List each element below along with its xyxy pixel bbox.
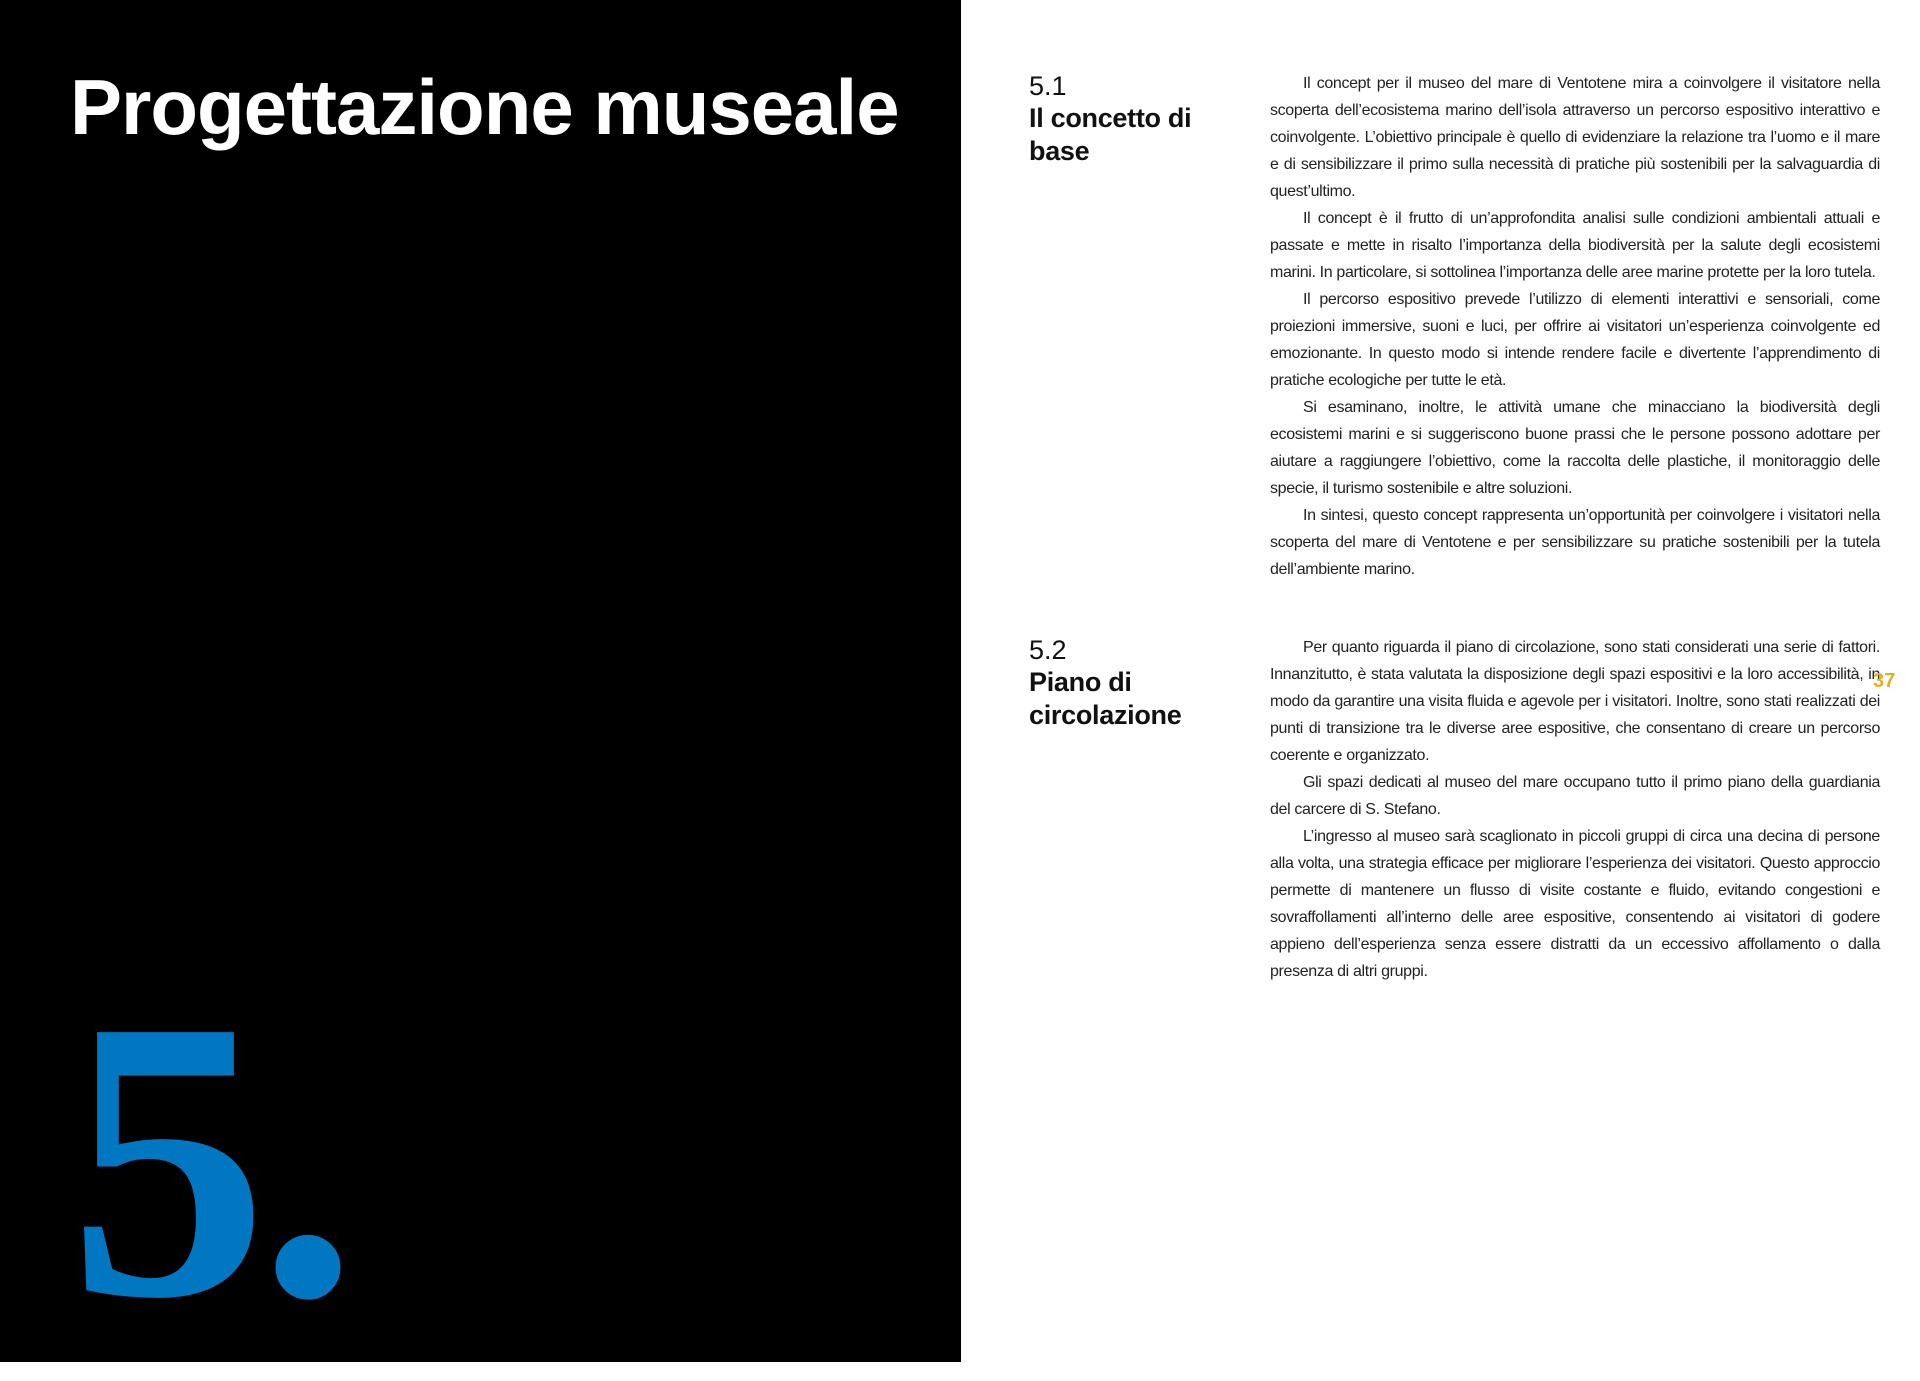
chapter-title: Progettazione museale bbox=[70, 63, 899, 151]
paragraph: Il concept è il frutto di un’approfondita analisi sulle condizioni ambientali attuali e passate e mette in risalto l’importanza della biodiversità per la salute degli ecosistemi marini. In particolare, si sottolinea l’importanza delle aree marine protette per la loro tutela. bbox=[1270, 210, 1880, 281]
section-body bbox=[1270, 70, 1880, 583]
paragraph: Si esaminano, inoltre, le attività umane che minacciano la biodiversità degli ecosistemi marini e si suggeriscono buone prassi che le persone possono adottare per aiutare a raggiungere l’obiettivo, come la raccolta delle plastiche, il monitoraggio delle specie, il turismo sostenibile e altre soluzioni. bbox=[1270, 399, 1880, 497]
paragraph: In sintesi, questo concept rappresenta un’opportunità per coinvolgere i visitatori nella scoperta del mare di Ventotene e per sensibilizzare su pratiche sostenibili per la tutela dell’ambiente marino. bbox=[1270, 507, 1880, 578]
section-number: 5.1 bbox=[1029, 71, 1067, 101]
section-number: 5.2 bbox=[1029, 635, 1067, 665]
chapter-number: 5. bbox=[68, 938, 348, 1381]
paragraph: Il concept per il museo del mare di Ventotene mira a coinvolgere il visitatore nella scoperta dell’ecosistema marino dell’isola attraverso un percorso espositivo interattivo e coinvolgente. L’obiettivo principale è quello di evidenziare la relazione tra l’uomo e il mare e di sensibilizzare il primo sulla necessità di pratiche più sostenibili per la salvaguardia di quest’ultimo. bbox=[1270, 75, 1880, 200]
section-body bbox=[1270, 634, 1880, 985]
paragraph: Gli spazi dedicati al museo del mare occupano tutto il primo piano della guardiania del carcere di S. Stefano. bbox=[1270, 774, 1880, 818]
section-5-2 bbox=[1029, 634, 1909, 980]
paragraph: Per quanto riguarda il piano di circolazione, sono stati considerati una serie di fattori. Innanzitutto, è stata valutata la disposizione degli spazi espositivi e la loro accessibilità, in modo da garantire una visita fluida e agevole per i visitatori. Inoltre, sono stati realizzati dei punti di transizione tra le diverse aree espositive, che consentano di creare un percorso coerente e organizzato. bbox=[1270, 639, 1880, 764]
paragraph: Il percorso espositivo prevede l’utilizzo di elementi interattivi e sensoriali, come proiezioni immersive, suoni e luci, per offrire ai visitatori un’esperienza coinvolgente ed emozionante. In questo modo si intende rendere facile e divertente l’apprendimento di pratiche ecologiche per tutte le età. bbox=[1270, 291, 1880, 389]
page-number: 37 bbox=[1873, 670, 1896, 692]
section-title: Piano di circolazione bbox=[1029, 667, 1182, 730]
section-5-1 bbox=[1029, 70, 1909, 578]
section-title: Il concetto di base bbox=[1029, 103, 1192, 166]
paragraph: L’ingresso al museo sarà scaglionato in piccoli gruppi di circa una decina di persone alla volta, una strategia efficace per migliorare l’esperienza dei visitatori. Questo approccio permette di mantenere un flusso di visite costante e fluido, evitando congestioni e sovraffollamenti all’interno delle aree espositive, consentendo ai visitatori di godere appieno dell’esperienza senza essere distratti da un eccessivo affollamento o dalla presenza di altri gruppi. bbox=[1270, 828, 1880, 980]
